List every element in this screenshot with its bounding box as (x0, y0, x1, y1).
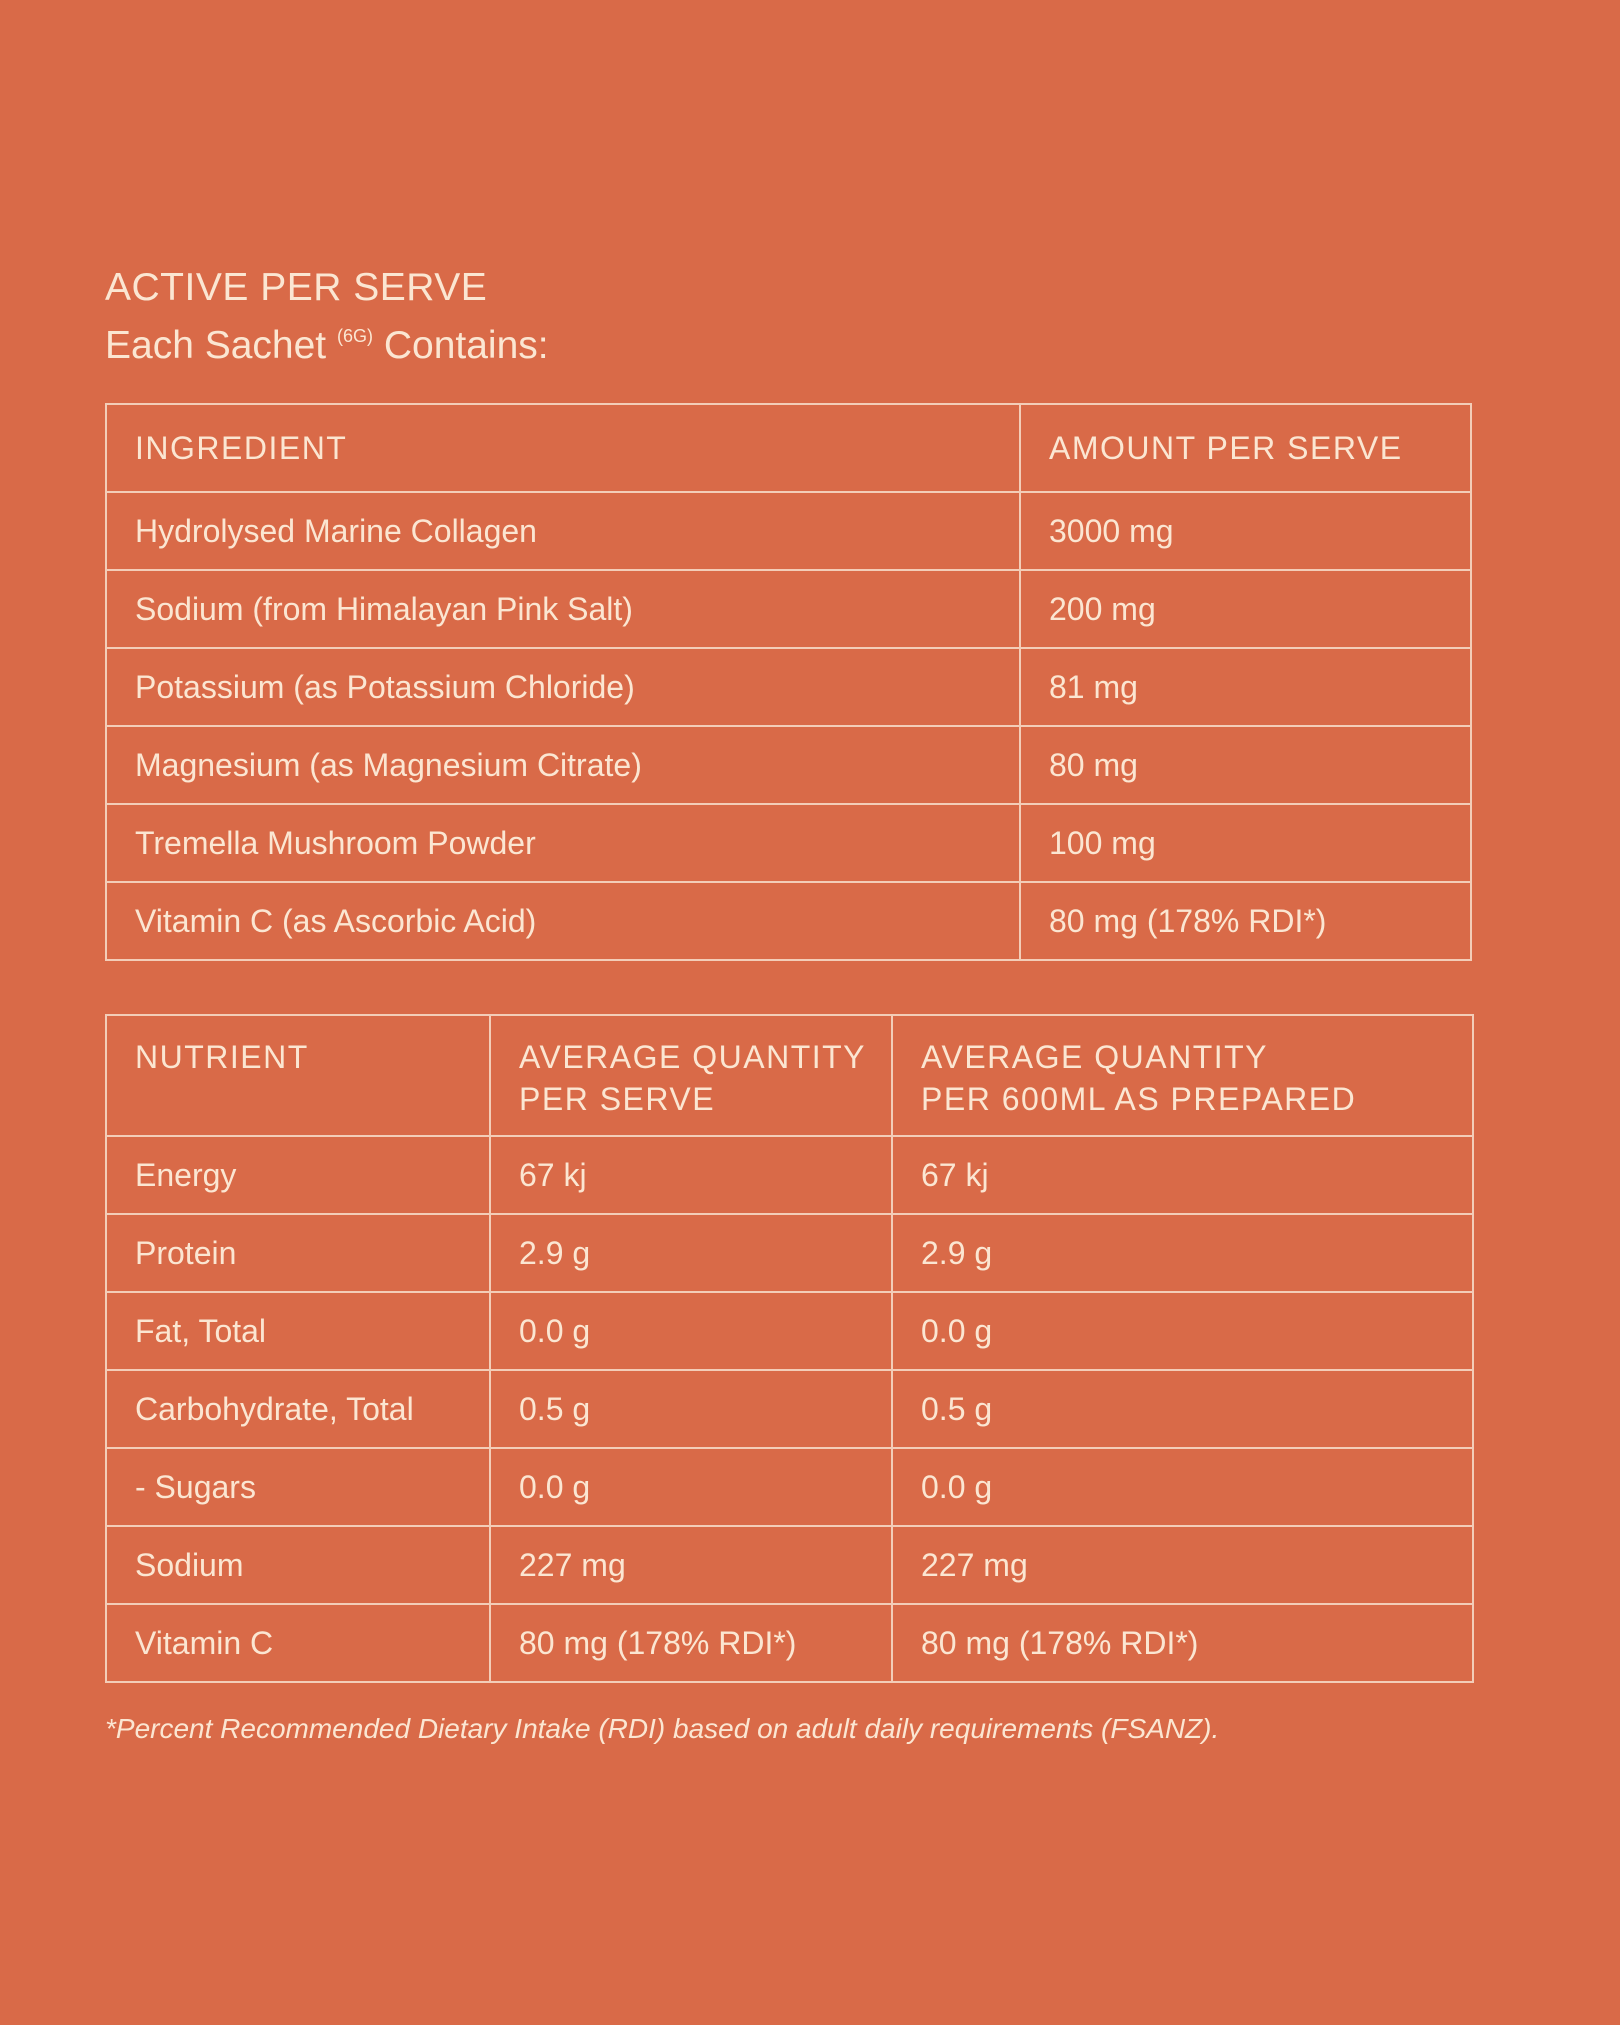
table-cell: Vitamin C (106, 1604, 490, 1682)
table-cell: Hydrolysed Marine Collagen (106, 492, 1020, 570)
ingredients-table (105, 403, 1472, 961)
table-cell: 0.0 g (892, 1292, 1473, 1370)
table-cell: 0.0 g (892, 1448, 1473, 1526)
column-header-nutrient: NUTRIENT (106, 1015, 490, 1136)
table-header-row (106, 1015, 1473, 1136)
table-cell: 100 mg (1020, 804, 1471, 882)
table-row (106, 1448, 1473, 1526)
table-cell: 81 mg (1020, 648, 1471, 726)
section-title: ACTIVE PER SERVE (105, 266, 488, 309)
table-row (106, 1370, 1473, 1448)
table-cell: Tremella Mushroom Powder (106, 804, 1020, 882)
column-header-per-600ml: AVERAGE QUANTITY PER 600ML AS PREPARED (892, 1015, 1473, 1136)
table-row (106, 1526, 1473, 1604)
subtitle-text-end: Contains: (383, 324, 549, 367)
table-cell: Carbohydrate, Total (106, 1370, 490, 1448)
table-cell: Sodium (from Himalayan Pink Salt) (106, 570, 1020, 648)
table-cell: Vitamin C (as Ascorbic Acid) (106, 882, 1020, 960)
table-cell: 2.9 g (892, 1214, 1473, 1292)
table-row (106, 1292, 1473, 1370)
column-header-per-serve: AVERAGE QUANTITY PER SERVE (490, 1015, 892, 1136)
table-cell: 80 mg (178% RDI*) (892, 1604, 1473, 1682)
table-row (106, 492, 1471, 570)
table-row (106, 570, 1471, 648)
table-cell: 80 mg (1020, 726, 1471, 804)
column-header-ingredient: INGREDIENT (106, 404, 1020, 492)
column-header-amount: AMOUNT PER SERVE (1020, 404, 1471, 492)
table-cell: - Sugars (106, 1448, 490, 1526)
table-cell: 80 mg (178% RDI*) (490, 1604, 892, 1682)
table-cell: 0.0 g (490, 1448, 892, 1526)
table-cell: 227 mg (892, 1526, 1473, 1604)
table-cell: Energy (106, 1136, 490, 1214)
table-cell: Potassium (as Potassium Chloride) (106, 648, 1020, 726)
table-row (106, 648, 1471, 726)
table-cell: 227 mg (490, 1526, 892, 1604)
table-cell: Sodium (106, 1526, 490, 1604)
sachet-weight: (6G) (337, 326, 373, 346)
table-row (106, 726, 1471, 804)
table-cell: 67 kj (892, 1136, 1473, 1214)
table-row (106, 882, 1471, 960)
table-row (106, 1214, 1473, 1292)
subtitle-text: Each Sachet (105, 324, 327, 367)
table-cell: 0.0 g (490, 1292, 892, 1370)
table-cell: 0.5 g (892, 1370, 1473, 1448)
table-cell: 0.5 g (490, 1370, 892, 1448)
table-cell: 67 kj (490, 1136, 892, 1214)
table-cell: Magnesium (as Magnesium Citrate) (106, 726, 1020, 804)
table-header-row (106, 404, 1471, 492)
table-row (106, 1604, 1473, 1682)
nutrients-table (105, 1014, 1474, 1683)
table-cell: 2.9 g (490, 1214, 892, 1292)
section-subtitle (105, 324, 549, 368)
footnote: *Percent Recommended Dietary Intake (RDI) based on adult daily requirements (FSANZ). (105, 1713, 1220, 1744)
table-cell: Fat, Total (106, 1292, 490, 1370)
table-cell: 80 mg (178% RDI*) (1020, 882, 1471, 960)
table-cell: 3000 mg (1020, 492, 1471, 570)
table-cell: 200 mg (1020, 570, 1471, 648)
table-row (106, 1136, 1473, 1214)
table-cell: Protein (106, 1214, 490, 1292)
table-row (106, 804, 1471, 882)
